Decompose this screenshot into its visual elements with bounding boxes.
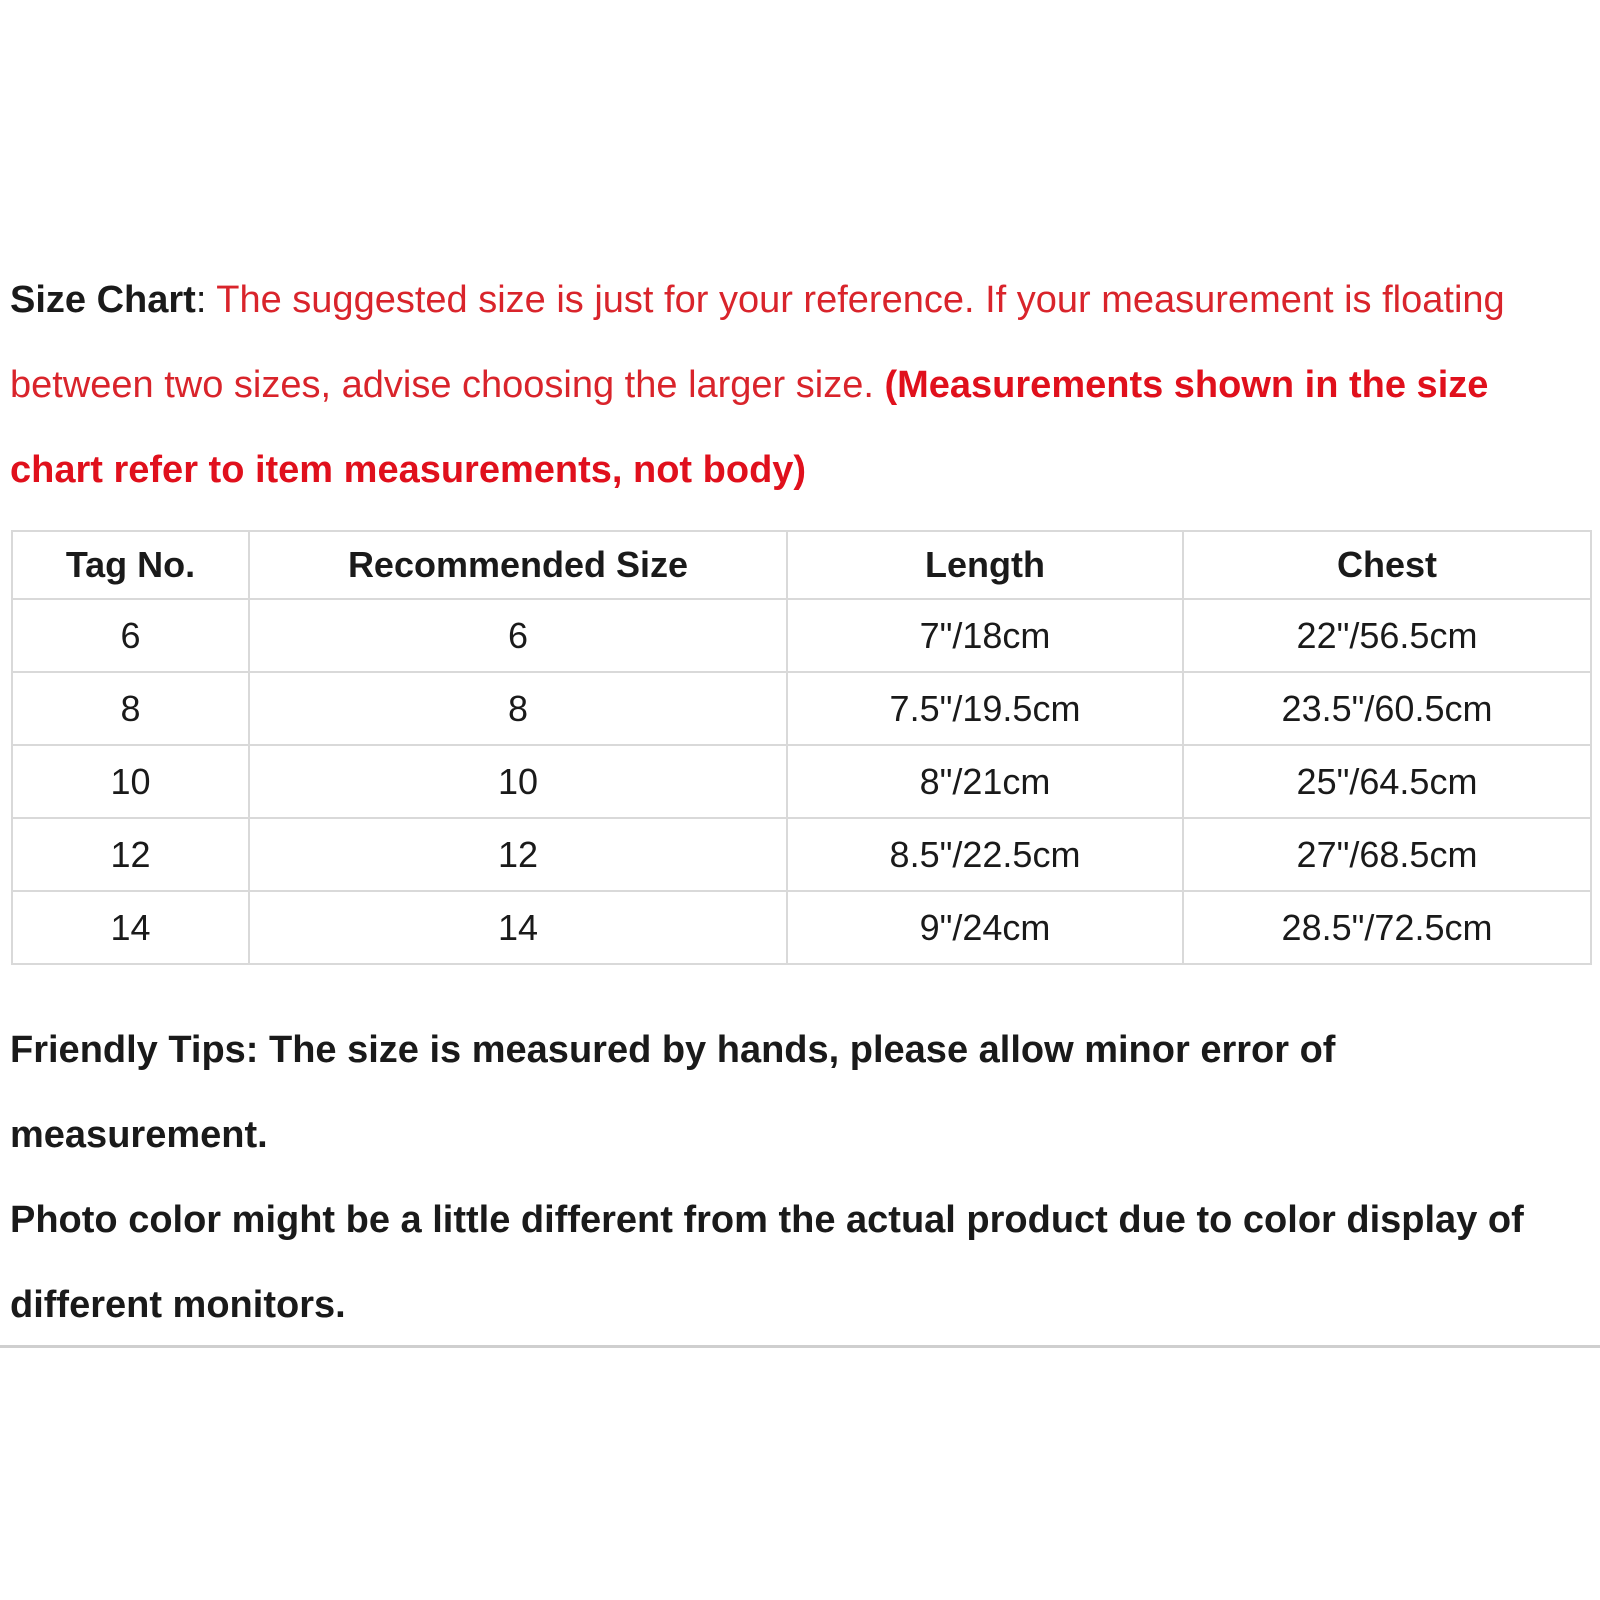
header-length: Length [787, 531, 1183, 599]
size-chart-description: The suggested size is just for your reference. If your measurement is floating between two sizes, advise choosing the larger size. [10, 279, 1505, 406]
cell-tag-no: 8 [12, 672, 249, 745]
table-row [12, 599, 1591, 672]
size-chart-label-wrap [10, 279, 216, 321]
cell-length: 8"/21cm [787, 745, 1183, 818]
tip-photo-color: Photo color might be a little different from the actual product due to color display of different monitors. [10, 1199, 1524, 1326]
cell-chest: 28.5"/72.5cm [1183, 891, 1591, 964]
cell-tag-no: 10 [12, 745, 249, 818]
header-recommended-size: Recommended Size [249, 531, 787, 599]
table-row [12, 818, 1591, 891]
cell-chest: 27"/68.5cm [1183, 818, 1591, 891]
cell-tag-no: 14 [12, 891, 249, 964]
header-tag-no: Tag No. [12, 531, 249, 599]
size-table [11, 530, 1592, 965]
header-chest: Chest [1183, 531, 1591, 599]
size-chart-label: Size Chart [10, 279, 196, 321]
size-chart-note: (Measurements shown in the size chart refer to item measurements, not body) [10, 364, 1489, 491]
size-chart-intro [10, 258, 1570, 513]
cell-chest: 25"/64.5cm [1183, 745, 1591, 818]
cell-recommended-size: 12 [249, 818, 787, 891]
bottom-divider [0, 1345, 1600, 1348]
size-chart-colon: : [195, 279, 217, 321]
cell-length: 7.5"/19.5cm [787, 672, 1183, 745]
table-row [12, 891, 1591, 964]
table-row [12, 672, 1591, 745]
cell-recommended-size: 14 [249, 891, 787, 964]
cell-chest: 22"/56.5cm [1183, 599, 1591, 672]
tip-measurement: Friendly Tips: The size is measured by hands, please allow minor error of measurement. [10, 1029, 1336, 1156]
cell-tag-no: 6 [12, 599, 249, 672]
cell-length: 9"/24cm [787, 891, 1183, 964]
cell-tag-no: 12 [12, 818, 249, 891]
cell-recommended-size: 10 [249, 745, 787, 818]
cell-recommended-size: 6 [249, 599, 787, 672]
cell-chest: 23.5"/60.5cm [1183, 672, 1591, 745]
cell-recommended-size: 8 [249, 672, 787, 745]
table-header-row [12, 531, 1591, 599]
table-row [12, 745, 1591, 818]
cell-length: 7"/18cm [787, 599, 1183, 672]
cell-length: 8.5"/22.5cm [787, 818, 1183, 891]
friendly-tips [10, 1008, 1570, 1348]
